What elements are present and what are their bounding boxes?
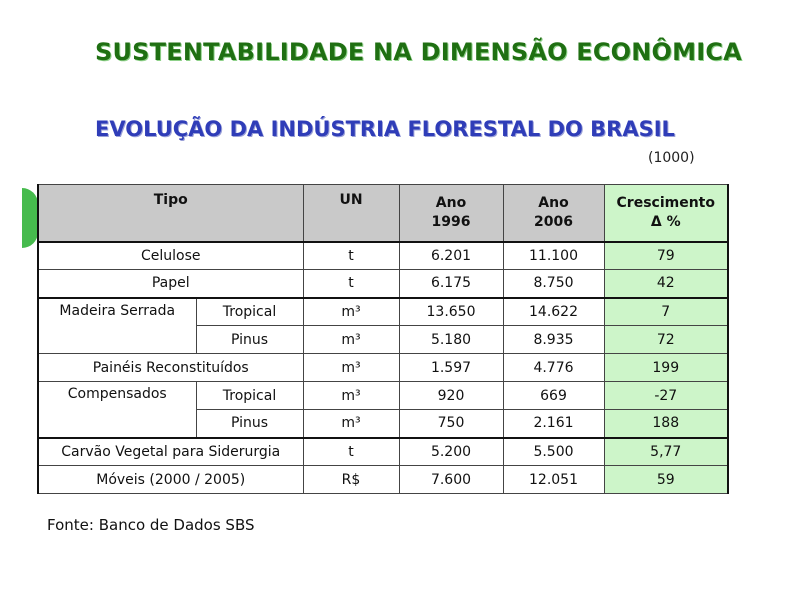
row-crescimento: -27 bbox=[604, 382, 728, 410]
header-ano-1996-line1: Ano bbox=[435, 194, 467, 211]
row-un: t bbox=[303, 438, 399, 466]
table-row bbox=[38, 298, 728, 326]
row-crescimento: 7 bbox=[604, 298, 728, 326]
table-header-row bbox=[38, 185, 728, 242]
row-crescimento: 42 bbox=[604, 270, 728, 298]
page-title: SUSTENTABILIDADE NA DIMENSÃO ECONÔMICA bbox=[95, 38, 742, 66]
row-sub: Tropical bbox=[196, 382, 303, 410]
row-1996: 6.201 bbox=[399, 242, 503, 270]
row-sub: Tropical bbox=[196, 298, 303, 326]
row-tipo: Carvão Vegetal para Siderurgia bbox=[38, 438, 303, 466]
row-1996: 7.600 bbox=[399, 466, 503, 494]
decorative-green-arc bbox=[22, 188, 38, 248]
row-sub: Pinus bbox=[196, 410, 303, 438]
row-crescimento: 79 bbox=[604, 242, 728, 270]
row-un: m³ bbox=[303, 354, 399, 382]
industry-table bbox=[37, 184, 729, 494]
row-2006: 12.051 bbox=[503, 466, 604, 494]
header-ano-1996-line2: 1996 bbox=[431, 213, 471, 230]
row-group: Madeira Serrada bbox=[38, 298, 196, 354]
row-sub: Pinus bbox=[196, 326, 303, 354]
row-crescimento: 72 bbox=[604, 326, 728, 354]
row-un: m³ bbox=[303, 382, 399, 410]
row-1996: 13.650 bbox=[399, 298, 503, 326]
row-2006: 8.935 bbox=[503, 326, 604, 354]
row-2006: 14.622 bbox=[503, 298, 604, 326]
header-ano-2006-line1: Ano bbox=[538, 194, 569, 211]
row-un: t bbox=[303, 242, 399, 270]
header-un bbox=[303, 185, 399, 242]
row-un: R$ bbox=[303, 466, 399, 494]
table-row bbox=[38, 466, 728, 494]
table-row bbox=[38, 242, 728, 270]
row-group: Compensados bbox=[38, 382, 196, 438]
row-2006: 669 bbox=[503, 382, 604, 410]
row-tipo: Móveis (2000 / 2005) bbox=[38, 466, 303, 494]
header-crescimento bbox=[604, 185, 728, 242]
row-2006: 8.750 bbox=[503, 270, 604, 298]
header-ano-2006-line2: 2006 bbox=[534, 213, 573, 230]
row-1996: 5.180 bbox=[399, 326, 503, 354]
row-un: m³ bbox=[303, 326, 399, 354]
table-row bbox=[38, 438, 728, 466]
row-un: t bbox=[303, 270, 399, 298]
row-2006: 4.776 bbox=[503, 354, 604, 382]
row-1996: 920 bbox=[399, 382, 503, 410]
row-1996: 750 bbox=[399, 410, 503, 438]
section-subtitle: EVOLUÇÃO DA INDÚSTRIA FLORESTAL DO BRASIL bbox=[95, 117, 675, 141]
row-2006: 5.500 bbox=[503, 438, 604, 466]
row-tipo: Papel bbox=[38, 270, 303, 298]
header-crescimento-line1: Crescimento bbox=[616, 194, 715, 211]
header-crescimento-line2: Δ % bbox=[650, 213, 681, 230]
row-1996: 1.597 bbox=[399, 354, 503, 382]
row-un: m³ bbox=[303, 298, 399, 326]
table-row bbox=[38, 382, 728, 410]
row-crescimento: 5,77 bbox=[604, 438, 728, 466]
row-tipo: Painéis Reconstituídos bbox=[38, 354, 303, 382]
table-row bbox=[38, 354, 728, 382]
header-un-label: UN bbox=[339, 192, 363, 208]
header-ano-1996 bbox=[399, 185, 503, 242]
table-row bbox=[38, 270, 728, 298]
header-ano-2006 bbox=[503, 185, 604, 242]
row-1996: 5.200 bbox=[399, 438, 503, 466]
header-tipo bbox=[38, 185, 303, 242]
header-tipo-label: Tipo bbox=[153, 192, 188, 208]
unit-note: (1000) bbox=[648, 150, 695, 166]
row-2006: 11.100 bbox=[503, 242, 604, 270]
row-crescimento: 59 bbox=[604, 466, 728, 494]
row-crescimento: 188 bbox=[604, 410, 728, 438]
row-un: m³ bbox=[303, 410, 399, 438]
row-2006: 2.161 bbox=[503, 410, 604, 438]
source-note: Fonte: Banco de Dados SBS bbox=[47, 516, 255, 534]
row-tipo: Celulose bbox=[38, 242, 303, 270]
row-1996: 6.175 bbox=[399, 270, 503, 298]
row-crescimento: 199 bbox=[604, 354, 728, 382]
